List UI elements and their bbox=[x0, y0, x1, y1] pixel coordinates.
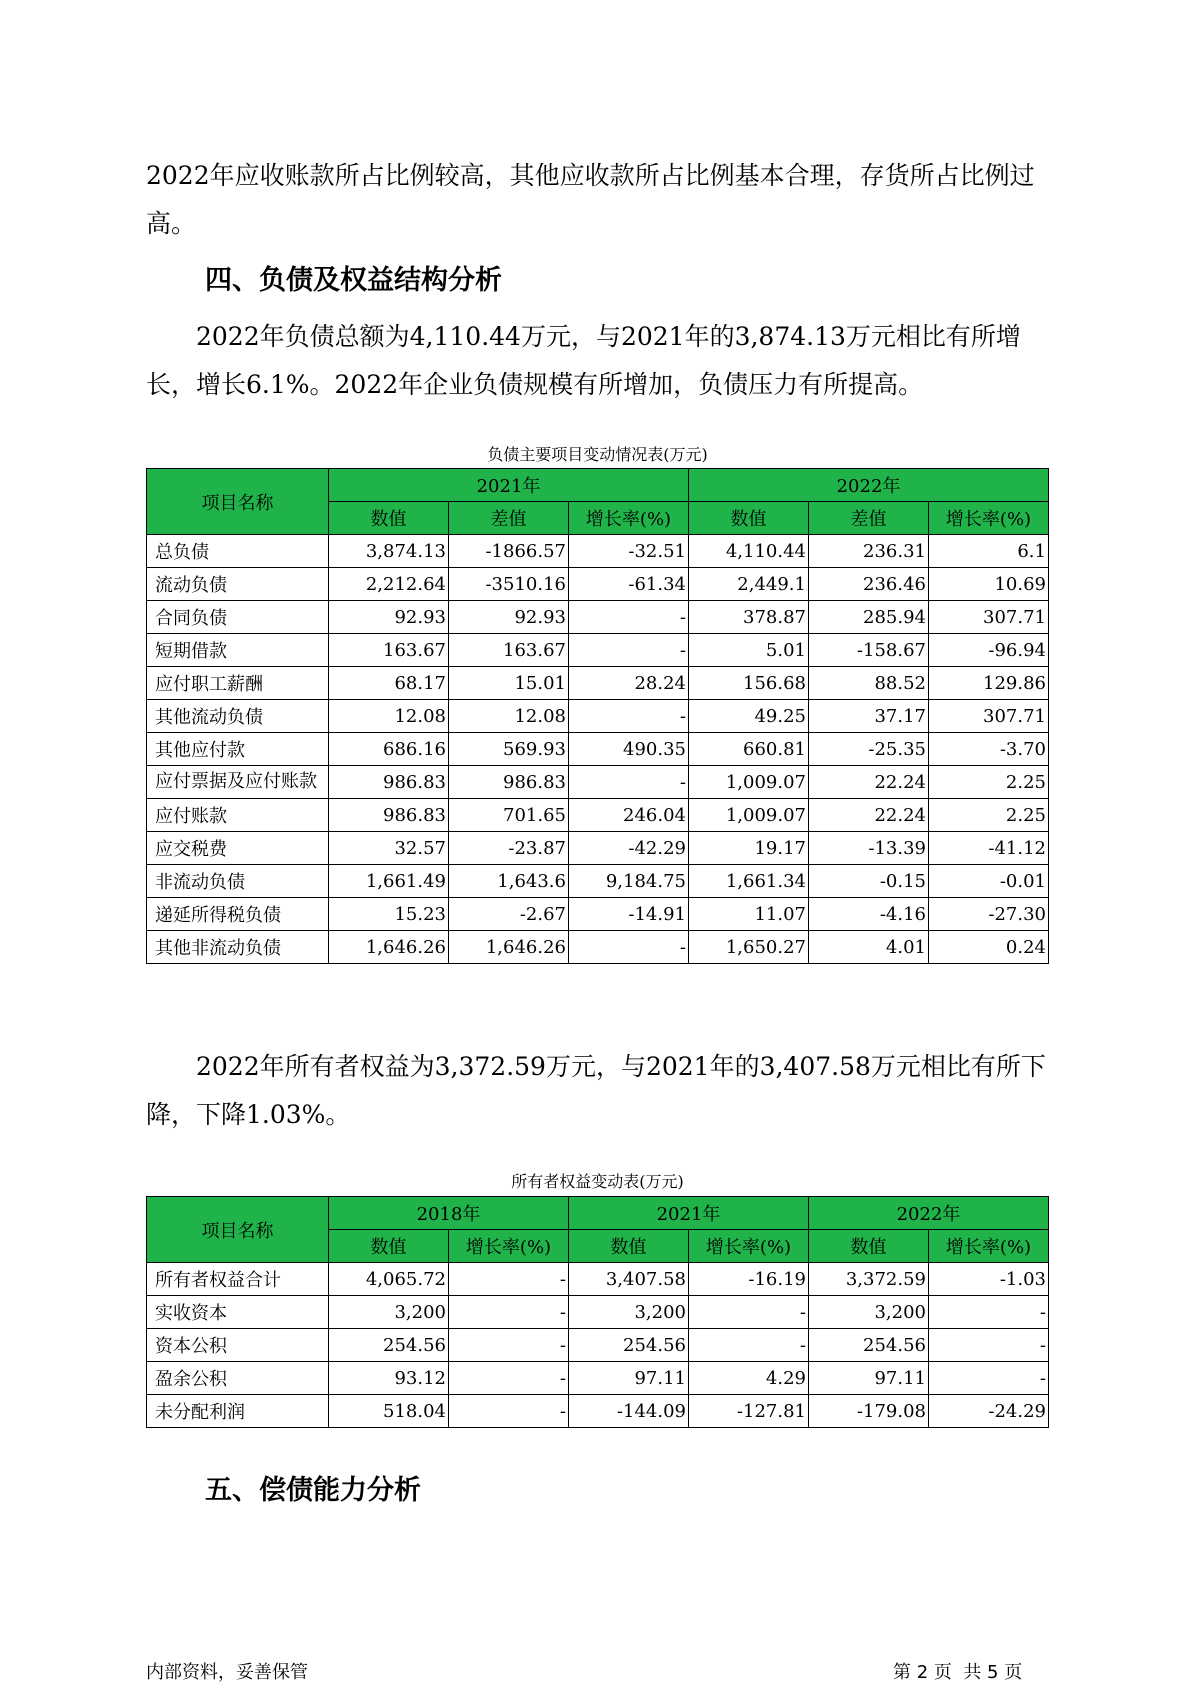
table2-item-name: 资本公积 bbox=[147, 1329, 329, 1362]
table1-row bbox=[147, 766, 1049, 799]
table2-row bbox=[147, 1329, 1049, 1362]
table1-name-header: 项目名称 bbox=[147, 469, 329, 535]
table1-row bbox=[147, 667, 1049, 700]
table1-cell: 236.46 bbox=[809, 568, 929, 601]
table2-year-header: 2018年 bbox=[329, 1197, 569, 1230]
table1-cell: - bbox=[569, 931, 689, 964]
table2-row bbox=[147, 1395, 1049, 1428]
table1-cell: 986.83 bbox=[329, 799, 449, 832]
table2-cell: 4.29 bbox=[689, 1362, 809, 1395]
paragraph-liabilities: 2022年负债总额为4,110.44万元，与2021年的3,874.13万元相比有所增长，增长6.1%。2022年企业负债规模有所增加，负债压力有所提高。 bbox=[146, 322, 1021, 399]
table1-cell: 1,646.26 bbox=[449, 931, 569, 964]
table1-cell: 2,449.1 bbox=[689, 568, 809, 601]
table1-cell: 10.69 bbox=[929, 568, 1049, 601]
table1-item-name: 应付职工薪酬 bbox=[147, 667, 329, 700]
table1-cell: 307.71 bbox=[929, 601, 1049, 634]
table2-cell: - bbox=[929, 1362, 1049, 1395]
table1-cell: 9,184.75 bbox=[569, 865, 689, 898]
table1-cell: -32.51 bbox=[569, 535, 689, 568]
table2-cell: 3,407.58 bbox=[569, 1263, 689, 1296]
table1-cell: -158.67 bbox=[809, 634, 929, 667]
table1-row bbox=[147, 832, 1049, 865]
table1-caption: 负债主要项目变动情况表(万元) bbox=[487, 445, 708, 464]
table2-body bbox=[147, 1263, 1049, 1428]
table1-cell: -23.87 bbox=[449, 832, 569, 865]
table2-cell: 518.04 bbox=[329, 1395, 449, 1428]
table2-cell: -1.03 bbox=[929, 1263, 1049, 1296]
table1-cell: 11.07 bbox=[689, 898, 809, 931]
table1-item-name: 短期借款 bbox=[147, 634, 329, 667]
table1-cell: 1,646.26 bbox=[329, 931, 449, 964]
table1-cell: 236.31 bbox=[809, 535, 929, 568]
table1-row bbox=[147, 733, 1049, 766]
table1-cell: 2,212.64 bbox=[329, 568, 449, 601]
table2-cell: - bbox=[449, 1296, 569, 1329]
table1-cell: 1,643.6 bbox=[449, 865, 569, 898]
table1-row bbox=[147, 535, 1049, 568]
table1-cell: 1,661.49 bbox=[329, 865, 449, 898]
table1-cell: - bbox=[569, 700, 689, 733]
table1-subheader: 增长率(%) bbox=[929, 502, 1049, 535]
table1-cell: 88.52 bbox=[809, 667, 929, 700]
table2-item-name: 实收资本 bbox=[147, 1296, 329, 1329]
table1-cell: -27.30 bbox=[929, 898, 1049, 931]
table1-row bbox=[147, 865, 1049, 898]
table1-cell: -3.70 bbox=[929, 733, 1049, 766]
table2-year-header-row bbox=[147, 1197, 1049, 1230]
table1-cell: 37.17 bbox=[809, 700, 929, 733]
table1-item-name: 应付票据及应付账款 bbox=[147, 766, 329, 799]
table2-cell: - bbox=[929, 1296, 1049, 1329]
table1-cell: 1,650.27 bbox=[689, 931, 809, 964]
table1-cell: -13.39 bbox=[809, 832, 929, 865]
table2-cell: - bbox=[449, 1362, 569, 1395]
table2-cell: 97.11 bbox=[569, 1362, 689, 1395]
table2-cell: 3,200 bbox=[329, 1296, 449, 1329]
table2-cell: -179.08 bbox=[809, 1395, 929, 1428]
table1-cell: 701.65 bbox=[449, 799, 569, 832]
table2-cell: -127.81 bbox=[689, 1395, 809, 1428]
table2-subheader: 增长率(%) bbox=[449, 1230, 569, 1263]
table1-cell: -42.29 bbox=[569, 832, 689, 865]
table1-cell: 569.93 bbox=[449, 733, 569, 766]
table1-cell: 986.83 bbox=[329, 766, 449, 799]
table2-subheader: 数值 bbox=[809, 1230, 929, 1263]
table1-subheader: 数值 bbox=[689, 502, 809, 535]
table1-cell: -14.91 bbox=[569, 898, 689, 931]
table1-cell: 1,661.34 bbox=[689, 865, 809, 898]
table1-cell: -1866.57 bbox=[449, 535, 569, 568]
table1-cell: -2.67 bbox=[449, 898, 569, 931]
table1-item-name: 合同负债 bbox=[147, 601, 329, 634]
table1-cell: -0.01 bbox=[929, 865, 1049, 898]
table1-cell: 3,874.13 bbox=[329, 535, 449, 568]
table2-subheader: 数值 bbox=[569, 1230, 689, 1263]
liabilities-table bbox=[146, 468, 1049, 964]
table1-cell: 68.17 bbox=[329, 667, 449, 700]
table1-cell: 32.57 bbox=[329, 832, 449, 865]
table1-row bbox=[147, 898, 1049, 931]
paragraph-equity: 2022年所有者权益为3,372.59万元，与2021年的3,407.58万元相比有所下降，下降1.03%。 bbox=[146, 1052, 1046, 1129]
table2-cell: 254.56 bbox=[329, 1329, 449, 1362]
table1-cell: -0.15 bbox=[809, 865, 929, 898]
table1-cell: 22.24 bbox=[809, 799, 929, 832]
table1-cell: -96.94 bbox=[929, 634, 1049, 667]
table2-cell: -24.29 bbox=[929, 1395, 1049, 1428]
table1-cell: 2.25 bbox=[929, 766, 1049, 799]
table2-cell: 3,200 bbox=[809, 1296, 929, 1329]
table1-cell: 156.68 bbox=[689, 667, 809, 700]
table1-item-name: 流动负债 bbox=[147, 568, 329, 601]
table1-row bbox=[147, 700, 1049, 733]
table1-cell: - bbox=[569, 634, 689, 667]
table2-year-header: 2021年 bbox=[569, 1197, 809, 1230]
table1-year-header-row bbox=[147, 469, 1049, 502]
section-heading-4: 四、负债及权益结构分析 bbox=[205, 265, 502, 296]
table2-subheader: 增长率(%) bbox=[929, 1230, 1049, 1263]
table1-item-name: 应交税费 bbox=[147, 832, 329, 865]
table1-cell: 49.25 bbox=[689, 700, 809, 733]
table1-cell: 378.87 bbox=[689, 601, 809, 634]
table1-row bbox=[147, 568, 1049, 601]
table1-cell: 22.24 bbox=[809, 766, 929, 799]
table1-item-name: 递延所得税负债 bbox=[147, 898, 329, 931]
table1-cell: 4,110.44 bbox=[689, 535, 809, 568]
table1-cell: 28.24 bbox=[569, 667, 689, 700]
table1-cell: 129.86 bbox=[929, 667, 1049, 700]
table2-item-name: 盈余公积 bbox=[147, 1362, 329, 1395]
table1-subheader: 差值 bbox=[809, 502, 929, 535]
table1-item-name: 非流动负债 bbox=[147, 865, 329, 898]
table2-subheader: 数值 bbox=[329, 1230, 449, 1263]
table1-row bbox=[147, 634, 1049, 667]
table1-item-name: 总负债 bbox=[147, 535, 329, 568]
table1-body bbox=[147, 535, 1049, 964]
table2-item-name: 未分配利润 bbox=[147, 1395, 329, 1428]
table1-cell: 163.67 bbox=[449, 634, 569, 667]
table2-cell: -144.09 bbox=[569, 1395, 689, 1428]
table1-year-header: 2022年 bbox=[689, 469, 1049, 502]
table1-cell: 285.94 bbox=[809, 601, 929, 634]
table1-cell: 92.93 bbox=[329, 601, 449, 634]
table2-caption: 所有者权益变动表(万元) bbox=[511, 1172, 684, 1191]
table1-cell: -61.34 bbox=[569, 568, 689, 601]
table1-cell: -25.35 bbox=[809, 733, 929, 766]
table1-item-name: 其他非流动负债 bbox=[147, 931, 329, 964]
paragraph-receivables: 2022年应收账款所占比例较高，其他应收款所占比例基本合理，存货所占比例过高。 bbox=[146, 161, 1035, 238]
table2-row bbox=[147, 1296, 1049, 1329]
table1-cell: 163.67 bbox=[329, 634, 449, 667]
table1-cell: 92.93 bbox=[449, 601, 569, 634]
table2-cell: - bbox=[449, 1329, 569, 1362]
table2-cell: -16.19 bbox=[689, 1263, 809, 1296]
table2-row bbox=[147, 1362, 1049, 1395]
table1-item-name: 其他应付款 bbox=[147, 733, 329, 766]
table1-cell: - bbox=[569, 766, 689, 799]
table1-cell: 15.23 bbox=[329, 898, 449, 931]
table2-item-name: 所有者权益合计 bbox=[147, 1263, 329, 1296]
table1-cell: 307.71 bbox=[929, 700, 1049, 733]
table2-cell: 97.11 bbox=[809, 1362, 929, 1395]
table2-cell: - bbox=[449, 1263, 569, 1296]
table1-cell: 15.01 bbox=[449, 667, 569, 700]
table1-cell: 1,009.07 bbox=[689, 766, 809, 799]
table1-cell: 0.24 bbox=[929, 931, 1049, 964]
table1-cell: -3510.16 bbox=[449, 568, 569, 601]
table2-cell: 4,065.72 bbox=[329, 1263, 449, 1296]
table1-cell: 6.1 bbox=[929, 535, 1049, 568]
table2-cell: 3,372.59 bbox=[809, 1263, 929, 1296]
table1-year-header: 2021年 bbox=[329, 469, 689, 502]
table2-cell: - bbox=[449, 1395, 569, 1428]
table1-cell: 2.25 bbox=[929, 799, 1049, 832]
table1-cell: 19.17 bbox=[689, 832, 809, 865]
table2-cell: - bbox=[689, 1296, 809, 1329]
table1-item-name: 应付账款 bbox=[147, 799, 329, 832]
table1-cell: 5.01 bbox=[689, 634, 809, 667]
table2-cell: 3,200 bbox=[569, 1296, 689, 1329]
table1-cell: 12.08 bbox=[449, 700, 569, 733]
table1-subheader: 数值 bbox=[329, 502, 449, 535]
footer-page-number: 第 2 页 共 5 页 bbox=[893, 1662, 1023, 1683]
table1-cell: -41.12 bbox=[929, 832, 1049, 865]
table2-cell: 254.56 bbox=[569, 1329, 689, 1362]
table1-cell: 4.01 bbox=[809, 931, 929, 964]
table1-row bbox=[147, 799, 1049, 832]
footer-confidential: 内部资料，妥善保管 bbox=[146, 1662, 308, 1683]
table1-item-name: 其他流动负债 bbox=[147, 700, 329, 733]
table2-cell: 254.56 bbox=[809, 1329, 929, 1362]
table1-subheader: 增长率(%) bbox=[569, 502, 689, 535]
section-heading-5: 五、偿债能力分析 bbox=[205, 1475, 421, 1506]
equity-table bbox=[146, 1196, 1049, 1428]
table1-cell: -4.16 bbox=[809, 898, 929, 931]
table2-name-header: 项目名称 bbox=[147, 1197, 329, 1263]
table2-subheader: 增长率(%) bbox=[689, 1230, 809, 1263]
table1-subheader: 差值 bbox=[449, 502, 569, 535]
table2-cell: - bbox=[929, 1329, 1049, 1362]
table2-cell: - bbox=[689, 1329, 809, 1362]
table1-cell: 1,009.07 bbox=[689, 799, 809, 832]
table1-cell: 686.16 bbox=[329, 733, 449, 766]
table1-cell: 986.83 bbox=[449, 766, 569, 799]
table1-row bbox=[147, 601, 1049, 634]
table1-row bbox=[147, 931, 1049, 964]
table1-cell: 12.08 bbox=[329, 700, 449, 733]
table1-cell: 660.81 bbox=[689, 733, 809, 766]
table2-row bbox=[147, 1263, 1049, 1296]
table2-year-header: 2022年 bbox=[809, 1197, 1049, 1230]
table1-cell: 246.04 bbox=[569, 799, 689, 832]
table1-cell: 490.35 bbox=[569, 733, 689, 766]
table1-cell: - bbox=[569, 601, 689, 634]
table2-cell: 93.12 bbox=[329, 1362, 449, 1395]
